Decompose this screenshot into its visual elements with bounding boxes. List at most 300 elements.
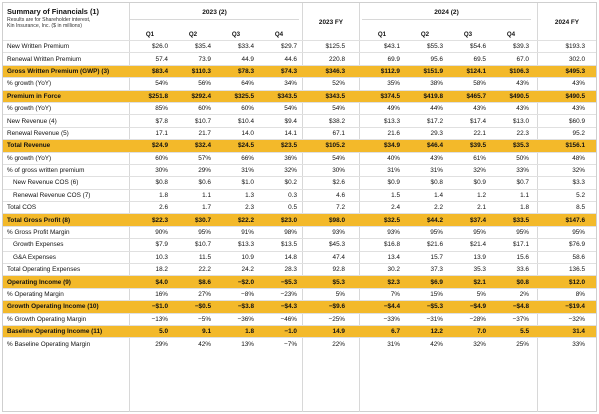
cell-2023-q3: −8% — [241, 291, 254, 298]
cell-2023-q1: 29% — [155, 340, 168, 348]
cell-2024-fy: 95% — [572, 229, 585, 237]
cell-2023-q2: 22.2 — [198, 266, 211, 274]
row-label: Renewal Written Premium — [7, 55, 82, 63]
row-label: Total Gross Profit (8) — [7, 216, 71, 224]
cell-2023-q2: 29% — [198, 167, 211, 175]
cell-2024-q4: $33.5 — [513, 216, 529, 224]
cell-2024-q3: $21.4 — [470, 241, 486, 249]
cell-2023-q4: −46% — [280, 315, 297, 323]
cell-2023-fy: $343.5 — [325, 92, 345, 100]
cell-2023-fy: $45.3 — [329, 241, 345, 249]
cell-2024-fy: −32% — [568, 315, 585, 323]
cell-2023-q2: $292.4 — [191, 92, 211, 100]
cell-2024-fy: 5.2 — [576, 191, 585, 199]
cell-2023-q3: 2.3 — [245, 204, 254, 212]
cell-2024-q4: 5.5 — [520, 328, 529, 336]
cell-2024-q3: $0.9 — [473, 179, 486, 187]
column-header-2023-q1: Q1 — [145, 31, 155, 38]
cell-2024-fy: $76.9 — [569, 241, 585, 249]
group-header-2023: 2023 (2) — [202, 9, 227, 16]
cell-2023-q2: $30.7 — [195, 216, 211, 224]
cell-2024-q1: 30.2 — [387, 266, 400, 274]
row-label: New Revenue COS (6) — [13, 179, 79, 187]
financials-summary-sheet — [2, 2, 597, 412]
cell-2024-q2: 1.4 — [434, 191, 443, 199]
cell-2024-q2: 42% — [430, 340, 443, 348]
cell-2023-q1: $24.9 — [152, 142, 168, 150]
cell-2024-q4: 43% — [516, 105, 529, 113]
row-label: % growth (YoY) — [7, 80, 52, 88]
cell-2023-q3: $78.3 — [238, 67, 254, 75]
cell-2024-q3: 2.1 — [477, 204, 486, 212]
cell-2024-fy: $490.5 — [565, 92, 585, 100]
cell-2024-q4: 33% — [516, 167, 529, 175]
cell-2023-fy: 92.8 — [332, 266, 345, 274]
cell-2024-q2: 95% — [430, 229, 443, 237]
cell-2023-q3: $24.5 — [238, 142, 254, 150]
cell-2024-q1: 7% — [390, 291, 400, 298]
cell-2024-q1: 93% — [387, 229, 400, 237]
cell-2024-q3: 35.3 — [473, 266, 486, 274]
cell-2023-q4: $23.0 — [281, 216, 297, 224]
cell-2024-q4: 2% — [519, 291, 529, 298]
cell-2023-q4: 32% — [284, 167, 297, 175]
cell-2024-q3: $39.5 — [470, 142, 486, 150]
cell-2024-q3: 32% — [473, 167, 486, 175]
cell-2023-q3: 14.0 — [241, 129, 254, 137]
cell-2023-q1: 17.1 — [155, 129, 168, 137]
cell-2024-q2: 31% — [430, 167, 443, 175]
cell-2024-q2: $6.9 — [430, 278, 443, 286]
cell-2024-q3: −$4.9 — [469, 303, 486, 311]
cell-2024-q4: 25% — [516, 340, 529, 348]
cell-2023-q2: 42% — [198, 340, 211, 348]
group-underline-2024 — [362, 19, 531, 20]
cell-2024-q4: −37% — [512, 315, 529, 323]
cell-2023-q2: 57% — [198, 154, 211, 162]
cell-2024-fy: 43% — [572, 105, 585, 113]
column-header-2024-q2: Q2 — [420, 31, 430, 38]
cell-2023-q4: 14.8 — [284, 253, 297, 261]
cell-2023-q2: $0.6 — [198, 179, 211, 187]
cell-2024-q1: 69.9 — [387, 55, 400, 63]
cell-2024-q1: $32.5 — [384, 216, 400, 224]
cell-2024-q3: 22.1 — [473, 129, 486, 137]
row-label: New Revenue (4) — [7, 117, 57, 125]
cell-2024-q1: −33% — [383, 315, 400, 323]
cell-2023-q1: 85% — [155, 105, 168, 113]
cell-2023-fy: −$9.6 — [328, 303, 345, 311]
cell-2024-q2: 29.3 — [430, 129, 443, 137]
cell-2023-q2: 9.1 — [202, 328, 211, 336]
cell-2024-q1: −$4.4 — [383, 303, 400, 311]
row-label: % Gross Profit Margin — [7, 229, 70, 237]
group-header-2024: 2024 (2) — [434, 9, 459, 16]
cell-2024-q2: 37.3 — [430, 266, 443, 274]
cell-2023-fy: 67.1 — [332, 129, 345, 137]
cell-2023-fy: −25% — [328, 315, 345, 323]
row-label: Total Operating Expenses — [7, 266, 81, 274]
cell-2024-q3: 13.9 — [473, 253, 486, 261]
cell-2023-q4: −7% — [284, 340, 297, 348]
cell-2024-fy: $156.1 — [565, 142, 585, 150]
cell-2024-q2: −31% — [426, 315, 443, 323]
cell-2023-fy: 4.6 — [336, 191, 345, 199]
column-header-2024-q1: Q1 — [377, 31, 387, 38]
cell-2024-q2: $21.6 — [427, 241, 443, 249]
cell-2023-fy: 22% — [332, 340, 345, 348]
cell-2024-q1: $2.3 — [387, 278, 400, 286]
cell-2024-q4: 33.6 — [516, 266, 529, 274]
cell-2023-q1: 90% — [155, 229, 168, 237]
row-label: New Written Premium — [7, 43, 70, 51]
cell-2023-q1: 60% — [155, 154, 168, 162]
row-label: Growth Expenses — [13, 241, 64, 249]
table-row — [3, 238, 596, 250]
cell-2023-q3: 1.8 — [245, 328, 254, 336]
row-label: % growth (YoY) — [7, 105, 52, 113]
cell-2024-q3: 32% — [473, 340, 486, 348]
table-row — [3, 337, 596, 349]
cell-2023-q1: $0.8 — [155, 179, 168, 187]
cell-2023-q1: 1.8 — [159, 191, 168, 199]
cell-2024-q3: 69.5 — [473, 55, 486, 63]
cell-2024-q4: 22.3 — [516, 129, 529, 137]
cell-2023-fy: 220.8 — [329, 55, 345, 63]
table-row — [3, 77, 596, 89]
row-label: % of gross written premium — [7, 167, 85, 175]
cell-2023-q2: $35.4 — [195, 43, 211, 51]
cell-2023-q4: 28.3 — [284, 266, 297, 274]
cell-2023-q3: 24.2 — [241, 266, 254, 274]
row-label: % Operating Margin — [7, 291, 64, 298]
table-row — [3, 176, 596, 188]
table-row — [3, 40, 596, 52]
table-row-highlighted — [3, 275, 596, 287]
cell-2024-fy: 58.6 — [572, 253, 585, 261]
cell-2024-q2: 15% — [430, 291, 443, 298]
cell-2023-q3: $10.4 — [238, 117, 254, 125]
table-row-highlighted — [3, 325, 596, 337]
row-label: Growth Operating Income (10) — [7, 303, 99, 311]
table-row — [3, 102, 596, 114]
cell-2024-fy: $60.9 — [569, 117, 585, 125]
cell-2024-q3: $124.1 — [466, 67, 486, 75]
cell-2024-q3: 1.2 — [477, 191, 486, 199]
cell-2023-q3: 13% — [241, 340, 254, 348]
cell-2024-q1: $43.1 — [384, 43, 400, 51]
cell-2023-q1: 30% — [155, 167, 168, 175]
row-label: Renewal Revenue COS (7) — [13, 191, 91, 199]
table-row — [3, 313, 596, 325]
cell-2023-q3: 60% — [241, 105, 254, 113]
cell-2023-q2: 60% — [198, 105, 211, 113]
table-row — [3, 164, 596, 176]
cell-2023-q1: $7.9 — [155, 241, 168, 249]
cell-2024-fy: 95.2 — [572, 129, 585, 137]
cell-2023-q2: $10.7 — [195, 241, 211, 249]
cell-2024-q4: $0.7 — [516, 179, 529, 187]
cell-2023-q1: $83.4 — [152, 67, 168, 75]
cell-2023-q2: 1.7 — [202, 204, 211, 212]
cell-2023-fy: $125.5 — [325, 43, 345, 51]
column-header-2024-fy: 2024 FY — [554, 19, 580, 26]
cell-2023-q2: 95% — [198, 229, 211, 237]
cell-2024-q3: $465.7 — [466, 92, 486, 100]
cell-2024-fy: $495.3 — [565, 67, 585, 75]
cell-2024-q3: 7.0 — [477, 328, 486, 336]
cell-2023-q3: −36% — [237, 315, 254, 323]
cell-2024-fy: 31.4 — [572, 328, 585, 336]
cell-2024-q3: $54.6 — [470, 43, 486, 51]
cell-2024-q3: 43% — [473, 105, 486, 113]
cell-2024-q2: 15.7 — [430, 253, 443, 261]
cell-2023-q1: $26.0 — [152, 43, 168, 51]
cell-2024-fy: 136.5 — [569, 266, 585, 274]
table-row — [3, 251, 596, 263]
cell-2023-q3: −$2.0 — [237, 278, 254, 286]
table-row — [3, 152, 596, 164]
cell-2023-q1: $22.3 — [152, 216, 168, 224]
cell-2023-q3: 10.9 — [241, 253, 254, 261]
cell-2024-q4: $17.1 — [513, 241, 529, 249]
cell-2024-q1: 1.5 — [391, 191, 400, 199]
cell-2024-q4: 50% — [516, 154, 529, 162]
cell-2024-q1: 21.6 — [387, 129, 400, 137]
cell-2024-q2: $0.8 — [430, 179, 443, 187]
cell-2024-q2: $419.8 — [423, 92, 443, 100]
cell-2024-q3: 5% — [476, 291, 486, 298]
cell-2023-q1: −13% — [151, 315, 168, 323]
cell-2024-q2: $44.2 — [427, 216, 443, 224]
cell-2024-q4: 1.1 — [520, 191, 529, 199]
table-row — [3, 52, 596, 64]
column-header-2024-q4: Q4 — [506, 31, 516, 38]
cell-2023-q1: −$1.0 — [151, 303, 168, 311]
cell-2023-fy: $38.2 — [329, 117, 345, 125]
cell-2024-q4: $106.3 — [509, 67, 529, 75]
cell-2024-q4: $490.5 — [509, 92, 529, 100]
cell-2023-fy: 14.9 — [332, 328, 345, 336]
table-row-highlighted — [3, 139, 596, 151]
column-header-2023-fy: 2023 FY — [318, 19, 344, 26]
cell-2024-q4: 15.6 — [516, 253, 529, 261]
cell-2024-fy: 302.0 — [569, 55, 585, 63]
row-label: Gross Written Premium (GWP) (3) — [7, 67, 110, 75]
row-label: Operating Income (9) — [7, 278, 71, 286]
cell-2023-q3: 91% — [241, 229, 254, 237]
cell-2023-q1: $7.8 — [155, 117, 168, 125]
cell-2024-q2: 2.2 — [434, 204, 443, 212]
cell-2023-q4: 36% — [284, 154, 297, 162]
cell-2023-fy: 30% — [332, 167, 345, 175]
cell-2023-q4: 98% — [284, 229, 297, 237]
cell-2023-q4: $9.4 — [284, 117, 297, 125]
cell-2023-q2: 21.7 — [198, 129, 211, 137]
cell-2023-q4: 14.1 — [284, 129, 297, 137]
cell-2024-fy: 32% — [572, 167, 585, 175]
table-row — [3, 127, 596, 139]
row-label: G&A Expenses — [13, 253, 56, 261]
cell-2023-fy: 52% — [332, 80, 345, 88]
table-subtitle-line-1: Results are for Shareholder interest, — [7, 17, 91, 23]
cell-2024-q1: 31% — [387, 340, 400, 348]
group-underline-2023 — [130, 19, 299, 20]
cell-2023-q4: −1.0 — [284, 328, 297, 336]
cell-2024-q2: 43% — [430, 154, 443, 162]
cell-2024-q3: $17.4 — [470, 117, 486, 125]
row-label: Premium in Force — [7, 92, 61, 100]
cell-2023-q1: 5.0 — [159, 328, 168, 336]
cell-2024-fy: 43% — [572, 80, 585, 88]
cell-2023-fy: $346.3 — [325, 67, 345, 75]
cell-2024-fy: 48% — [572, 154, 585, 162]
cell-2024-q1: $16.8 — [384, 241, 400, 249]
table-row — [3, 114, 596, 126]
cell-2023-q1: $4.0 — [155, 278, 168, 286]
cell-2023-q3: $22.2 — [238, 216, 254, 224]
cell-2023-q1: 57.4 — [155, 55, 168, 63]
cell-2023-q4: −$4.3 — [280, 303, 297, 311]
cell-2024-q1: $34.9 — [384, 142, 400, 150]
cell-2024-q3: 61% — [473, 154, 486, 162]
cell-2024-q4: $39.3 — [513, 43, 529, 51]
cell-2024-fy: $147.6 — [565, 216, 585, 224]
cell-2024-q1: 13.4 — [387, 253, 400, 261]
cell-2023-q1: 10.3 — [155, 253, 168, 261]
table-row — [3, 189, 596, 201]
cell-2024-q1: 31% — [387, 167, 400, 175]
cell-2023-q3: 66% — [241, 154, 254, 162]
cell-2024-q3: 58% — [473, 80, 486, 88]
cell-2023-q2: $110.3 — [191, 67, 211, 75]
cell-2023-q3: 31% — [241, 167, 254, 175]
cell-2023-q3: −$3.8 — [237, 303, 254, 311]
table-subtitle-line-2: Kin Insurance, Inc. ($ in millions) — [7, 23, 82, 29]
cell-2023-q1: 2.6 — [159, 204, 168, 212]
cell-2023-q3: 1.3 — [245, 191, 254, 199]
table-row-highlighted — [3, 65, 596, 77]
cell-2023-q2: 27% — [198, 291, 211, 298]
cell-2023-q2: 1.1 — [202, 191, 211, 199]
cell-2023-q2: 11.5 — [199, 253, 211, 261]
table-row-highlighted — [3, 213, 596, 225]
row-label: % Baseline Operating Margin — [7, 340, 91, 348]
cell-2023-q3: $33.4 — [238, 43, 254, 51]
cell-2024-q1: $0.9 — [387, 179, 400, 187]
cell-2024-q4: 95% — [516, 229, 529, 237]
cell-2024-q2: 12.2 — [430, 328, 443, 336]
cell-2023-q3: $1.0 — [241, 179, 254, 187]
cell-2023-q2: −5% — [198, 315, 211, 323]
cell-2024-q1: $112.9 — [380, 67, 400, 75]
cell-2024-q2: $46.4 — [427, 142, 443, 150]
cell-2023-q4: 34% — [284, 80, 297, 88]
cell-2024-fy: −$19.4 — [565, 303, 585, 311]
cell-2023-fy: $98.0 — [329, 216, 345, 224]
cell-2023-q4: 44.6 — [284, 55, 297, 63]
row-label: Renewal Revenue (5) — [7, 129, 69, 137]
cell-2024-q3: $37.4 — [470, 216, 486, 224]
cell-2023-q4: −$5.3 — [280, 278, 297, 286]
table-row — [3, 288, 596, 300]
table-body — [3, 40, 596, 350]
row-label: Total Revenue — [7, 142, 51, 150]
cell-2023-q1: $251.8 — [148, 92, 168, 100]
cell-2024-q4: 43% — [516, 80, 529, 88]
cell-2023-fy: 5% — [335, 291, 345, 298]
cell-2024-fy: 8.5 — [576, 204, 585, 212]
row-label: % growth (YoY) — [7, 154, 52, 162]
cell-2024-fy: $12.0 — [569, 278, 585, 286]
cell-2023-q2: 73.9 — [198, 55, 211, 63]
row-label: % Growth Operating Margin — [7, 315, 87, 323]
column-header-2024-q3: Q3 — [463, 31, 473, 38]
table-row — [3, 263, 596, 275]
cell-2024-q2: −$5.3 — [426, 303, 443, 311]
cell-2023-q4: 0.3 — [288, 191, 297, 199]
cell-2024-q4: $35.3 — [513, 142, 529, 150]
cell-2024-q2: 95.6 — [430, 55, 443, 63]
cell-2023-q3: 44.9 — [241, 55, 254, 63]
column-header-2023-q3: Q3 — [231, 31, 241, 38]
cell-2024-q4: $13.0 — [513, 117, 529, 125]
cell-2024-q1: $13.3 — [384, 117, 400, 125]
cell-2024-q2: $55.3 — [427, 43, 443, 51]
cell-2023-fy: $2.6 — [332, 179, 345, 187]
cell-2024-q3: $2.1 — [473, 278, 486, 286]
cell-2023-q2: 56% — [198, 80, 211, 88]
cell-2023-q3: 64% — [241, 80, 254, 88]
cell-2023-q4: $13.5 — [281, 241, 297, 249]
cell-2024-q1: $374.5 — [380, 92, 400, 100]
cell-2023-fy: 54% — [332, 154, 345, 162]
cell-2023-fy: $105.2 — [325, 142, 345, 150]
cell-2023-q1: 16% — [155, 291, 168, 298]
cell-2024-fy: $3.3 — [572, 179, 585, 187]
cell-2023-q4: $29.7 — [281, 43, 297, 51]
cell-2024-q1: 6.7 — [391, 328, 400, 336]
cell-2023-q4: $23.5 — [281, 142, 297, 150]
cell-2023-q2: $10.7 — [195, 117, 211, 125]
table-header — [3, 3, 596, 39]
cell-2023-fy: $5.3 — [332, 278, 345, 286]
cell-2023-q3: $325.5 — [234, 92, 254, 100]
table-row-highlighted — [3, 300, 596, 312]
cell-2023-q2: $8.6 — [198, 278, 211, 286]
cell-2023-q1: 18.2 — [155, 266, 168, 274]
row-label: Baseline Operating Income (11) — [7, 328, 103, 336]
cell-2023-q4: $74.3 — [281, 67, 297, 75]
cell-2024-q2: 38% — [430, 80, 443, 88]
table-row-highlighted — [3, 90, 596, 102]
cell-2024-q4: 1.8 — [520, 204, 529, 212]
cell-2023-q4: −23% — [280, 291, 297, 298]
cell-2023-fy: 47.4 — [332, 253, 345, 261]
cell-2024-q1: 40% — [387, 154, 400, 162]
column-header-2023-q2: Q2 — [188, 31, 198, 38]
cell-2023-q2: −$0.5 — [194, 303, 211, 311]
table-row — [3, 226, 596, 238]
cell-2024-q4: $0.8 — [516, 278, 529, 286]
cell-2023-fy: 54% — [332, 105, 345, 113]
cell-2023-q2: $32.4 — [195, 142, 211, 150]
cell-2024-q3: 95% — [473, 229, 486, 237]
cell-2024-fy: $193.3 — [565, 43, 585, 51]
cell-2023-q4: $343.5 — [277, 92, 297, 100]
cell-2023-q1: 54% — [155, 80, 168, 88]
row-label: Total COS — [7, 204, 37, 212]
